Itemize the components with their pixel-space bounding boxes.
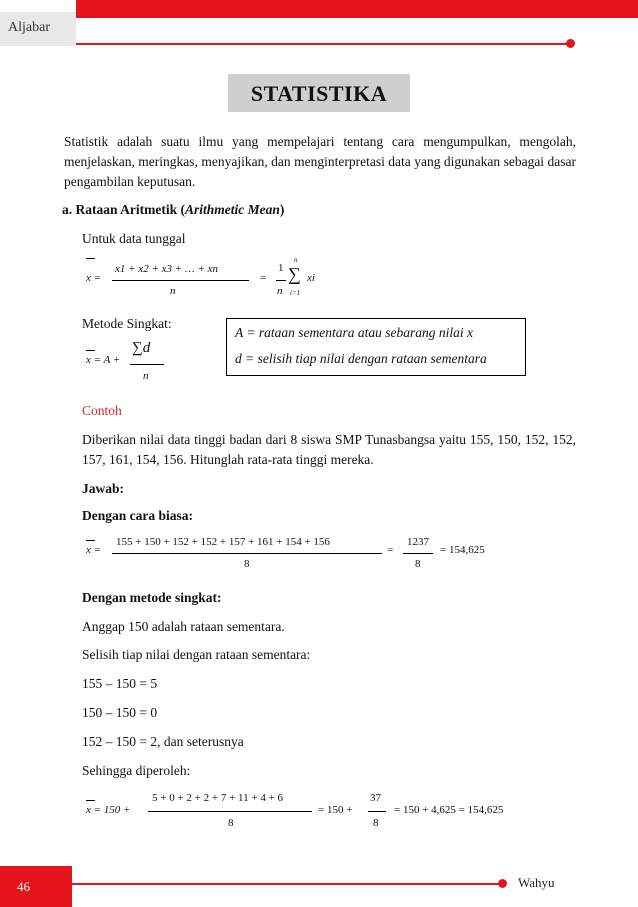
step-2: Selisih tiap nilai dengan rataan sementara: xyxy=(82,647,311,662)
single-data-label: Untuk data tunggal xyxy=(82,231,186,246)
short-method-label: Metode Singkat: xyxy=(82,316,172,331)
sum-bottom: i=1 xyxy=(290,289,301,297)
formula3-bar2 xyxy=(403,553,433,554)
method2-label: Dengan metode singkat: xyxy=(82,590,222,605)
legend-line-d: d = selisih tiap nilai dengan rataan sementara xyxy=(235,351,487,366)
method1-label: Dengan cara biasa: xyxy=(82,508,193,523)
header-tab xyxy=(0,12,76,46)
header-rule-dot xyxy=(566,39,575,48)
formula2-lhs: x = A + xyxy=(86,354,121,366)
legend-line-a: A = rataan sementara atau sebarang nilai x xyxy=(235,325,473,340)
formula3-fraction-bar xyxy=(112,553,382,554)
formula3-equals: = xyxy=(387,544,394,556)
formula3-denominator2: 8 xyxy=(415,558,421,570)
formula1-one: 1 xyxy=(278,262,284,274)
example-label: Contoh xyxy=(82,403,122,418)
formula1-equals: = xyxy=(260,272,267,284)
formula1-denominator: n xyxy=(170,285,176,297)
formula-short xyxy=(82,340,182,388)
footer-page-tab xyxy=(0,866,72,907)
formula-normal xyxy=(82,534,542,580)
formula4-fraction-bar xyxy=(148,811,312,812)
page-number: 46 xyxy=(17,879,30,894)
title-box xyxy=(228,74,410,112)
formula4-denominator: 8 xyxy=(228,817,234,829)
section-a-heading: a. Rataan Aritmetik (Arithmetic Mean) xyxy=(62,202,285,217)
bar-mark xyxy=(86,540,95,541)
legend-box xyxy=(226,318,526,376)
step-6: Sehingga diperoleh: xyxy=(82,763,191,778)
footer-rule-dot xyxy=(498,879,507,888)
step-5: 152 – 150 = 2, dan seterusnya xyxy=(82,734,244,749)
footer-author: Wahyu xyxy=(518,875,555,890)
formula3-denominator: 8 xyxy=(244,558,250,570)
intro-paragraph: Statistik adalah suatu ilmu yang mempelajari tentang cara mengumpulkan, mengolah, menjelaskan, meringkas, menyajikan, dan menginterpretasi data yang digunakan sebagai dasar pengambilan keputusan. xyxy=(64,134,576,189)
problem-text: Diberikan nilai data tinggi badan dari 8 siswa SMP Tunasbangsa yaitu 155, 150, 152, 152, 157, 161, 154, 156. Hitunglah rata-rata tinggi mereka. xyxy=(82,432,576,467)
formula4-denominator2: 8 xyxy=(373,817,379,829)
sigma-symbol: ∑ xyxy=(288,264,301,284)
formula4-lhs: x = 150 + xyxy=(86,804,131,816)
answer-label: Jawab: xyxy=(82,481,125,496)
step-1: Anggap 150 adalah rataan sementara. xyxy=(82,619,285,634)
formula1-bar2 xyxy=(276,280,286,281)
page-title: STATISTIKA xyxy=(250,81,388,106)
header-red-bar xyxy=(76,0,638,18)
formula3-result: = 154,625 xyxy=(440,544,485,556)
formula4-numerator2: 37 xyxy=(370,792,381,804)
formula3-numerator: 155 + 150 + 152 + 152 + 157 + 161 + 154 + 156 xyxy=(116,536,330,548)
section-name: Aljabar xyxy=(8,20,50,35)
header-rule xyxy=(76,43,569,45)
bar-mark xyxy=(86,800,95,801)
formula4-bar2 xyxy=(368,811,386,812)
sum-top: n xyxy=(294,256,298,264)
formula1-n: n xyxy=(277,285,283,297)
formula4-mid: = 150 + xyxy=(318,804,353,816)
formula1-lhs: x = xyxy=(86,272,102,284)
formula-short-result xyxy=(82,790,562,836)
formula1-xi: xi xyxy=(307,272,315,284)
footer-rule xyxy=(72,883,502,885)
bar-mark xyxy=(86,350,95,351)
formula4-numerator: 5 + 0 + 2 + 2 + 7 + 11 + 4 + 6 xyxy=(152,792,284,804)
formula2-fraction-bar xyxy=(130,364,164,365)
formula4-result: = 150 + 4,625 = 154,625 xyxy=(394,804,504,816)
step-4: 150 – 150 = 0 xyxy=(82,705,158,720)
formula2-sigma-d: ∑d xyxy=(132,340,151,356)
formula3-numerator2: 1237 xyxy=(407,536,429,548)
step-3: 155 – 150 = 5 xyxy=(82,676,158,691)
formula1-numerator: x1 + x2 + x3 + … + xn xyxy=(115,263,219,275)
formula1-fraction-bar xyxy=(112,280,249,281)
formula2-denominator: n xyxy=(143,370,149,382)
formula-mean xyxy=(82,258,322,304)
formula3-lhs: x = xyxy=(86,544,102,556)
bar-mark xyxy=(86,258,95,259)
